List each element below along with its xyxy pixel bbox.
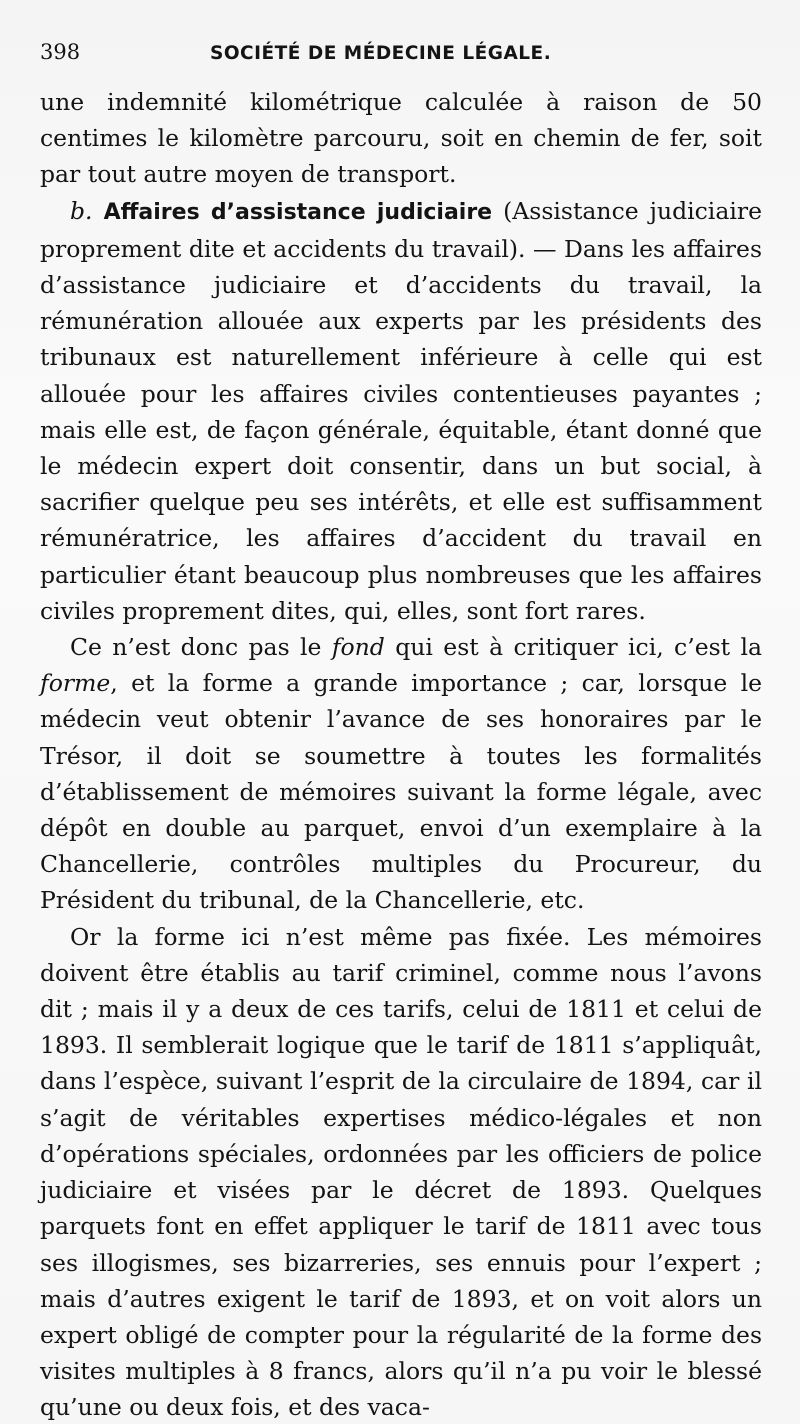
emphasis-forme: forme (40, 669, 111, 698)
body-text (40, 84, 762, 1426)
page-header (40, 40, 762, 76)
emphasis-fond: fond (331, 633, 385, 662)
paragraph-3-part-2: qui est à critiquer ici, c’est la (384, 633, 763, 662)
paragraph-3-part-1: Ce n’est donc pas le (70, 633, 332, 662)
running-head: SOCIÉTÉ DE MÉDECINE LÉGALE. (210, 43, 552, 64)
paragraph-2 (40, 193, 762, 629)
paragraph-2-text: (Assistance judiciaire proprement dite et accidents du travail). — Dans les affaires d’assistance judiciaire et d’accidents du travail, la rémunération allouée aux experts par les présidents des tribunaux est naturellement inférieure à celle qui est allouée pour les affaires civiles contentieuses payantes ; mais elle est, de façon générale, équitable, étant donné que le médecin expert doit consentir, dans un but social, à sacrifier quelque peu ses intérêts, et elle est suffisamment rémunératrice, les affaires d’accident du travail en particulier étant beaucoup plus nombreuses que les affaires civiles proprement dites, qui, elles, sont fort rares. (40, 196, 762, 625)
section-heading: Affaires d’assistance judiciaire (103, 199, 493, 225)
paragraph-4: Or la forme ici n’est même pas fixée. Les mémoires doivent être établis au tarif criminel, comme nous l’avons dit ; mais il y a deux de ces tarifs, celui de 1811 et celui de 1893. Il semblerait logique que le tarif de 1811 s’appliquât, dans l’espèce, suivant l’esprit de la circulaire de 1894, car il s’agit de véritables expertises médico-légales et non d’opérations spéciales, ordonnées par les officiers de police judiciaire et visées par le décret de 1893. Quelques parquets font en effet appliquer le tarif de 1811 avec tous ses illogismes, ses bizarreries, ses ennuis pour l’expert ; mais d’autres exigent le tarif de 1893, et on voit alors un expert obligé de compter pour la régularité de la forme des visites multiples à 8 francs, alors qu’il n’a pu voir le blessé qu’une ou deux fois, et des vaca- (40, 922, 762, 1422)
section-letter: b. (70, 196, 93, 225)
paragraph-3 (40, 629, 762, 919)
paragraph-1: une indemnité kilométrique calculée à raison de 50 centimes le kilomètre parcouru, soit en chemin de fer, soit par tout autre moyen de transport. (40, 88, 762, 189)
paragraph-3-part-3: , et la forme a grande importance ; car, lorsque le médecin veut obtenir l’avance de ses honoraires par le Trésor, il doit se soumettre à toutes les formalités d’établissement de mémoires suivant la forme légale, avec dépôt en double au parquet, envoi d’un exemplaire à la Chancellerie, contrôles multiples du Procureur, du Président du tribunal, de la Chancellerie, etc. (40, 669, 762, 915)
page-number: 398 (40, 40, 81, 64)
